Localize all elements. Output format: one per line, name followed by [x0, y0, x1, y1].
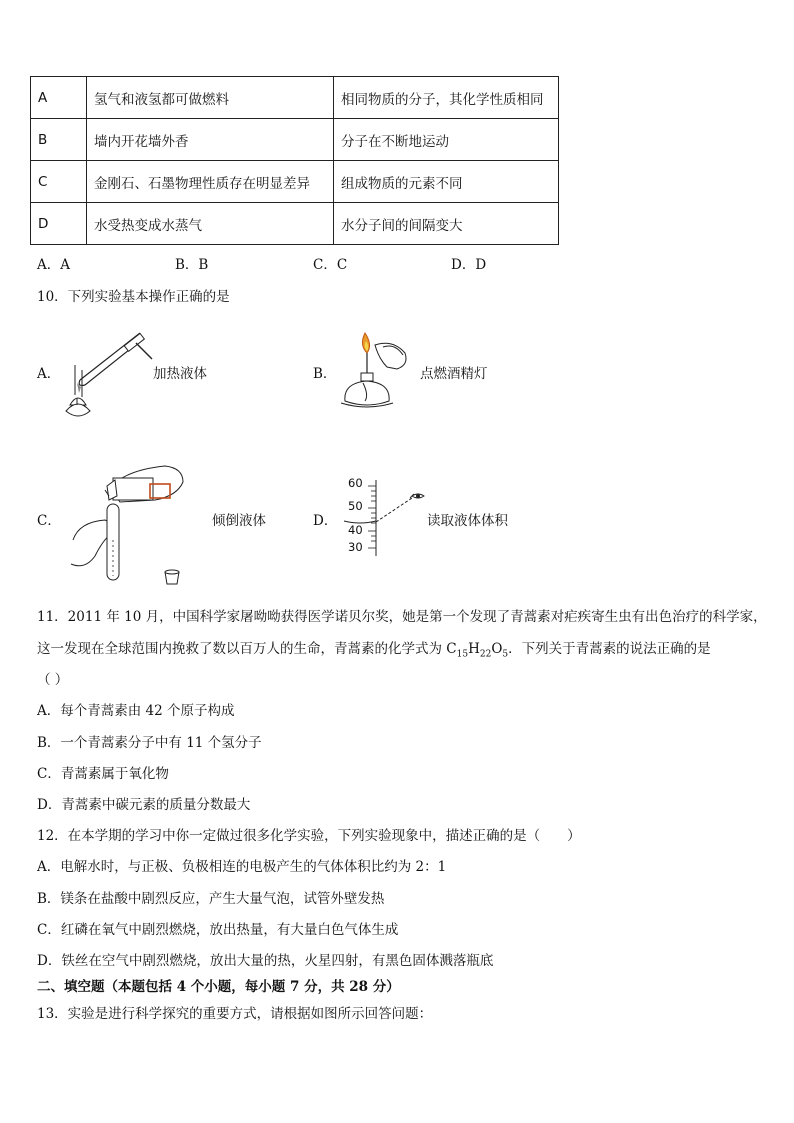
table-row	[31, 161, 559, 203]
q9-choice-d[interactable]: D．D	[451, 257, 487, 273]
formula-o: O	[491, 641, 503, 657]
options-table	[30, 76, 559, 245]
row-label: C	[31, 161, 87, 203]
pouring-liquid-figure	[65, 460, 200, 590]
q11-option-d[interactable]: D．青蒿素中碳元素的质量分数最大	[37, 797, 251, 813]
row-label: B	[31, 119, 87, 161]
q11-option-a[interactable]: A．每个青蒿素由 42 个原子构成	[37, 703, 235, 719]
q11-option-b[interactable]: B．一个青蒿素分子中有 11 个氢分子	[37, 735, 262, 751]
q11-line-2	[37, 637, 711, 660]
q10-stem: 10．下列实验基本操作正确的是	[37, 289, 230, 305]
q10-option-d-text: 读取液体体积	[427, 513, 508, 529]
q10-option-c-text: 倾倒液体	[212, 513, 266, 529]
row-label: A	[31, 77, 87, 119]
formula-sub-c: 15	[456, 649, 469, 660]
q10-option-d-label[interactable]: D．	[313, 513, 338, 529]
q10-option-a-label[interactable]: A．	[37, 366, 61, 382]
row-explain: 相同物质的分子，其化学性质相同	[334, 77, 559, 119]
heating-liquid-figure	[60, 325, 155, 425]
table-row	[31, 77, 559, 119]
q10-option-b-text: 点燃酒精灯	[420, 366, 488, 382]
q12-option-c[interactable]: C．红磷在氧气中剧烈燃烧，放出热量，有大量白色气体生成	[37, 922, 399, 938]
cylinder-tick-30: 30	[348, 540, 363, 554]
q12-option-a[interactable]: A．电解水时，与正极、负极相连的电极产生的气体体积比约为 2：1	[37, 859, 447, 875]
table-row	[31, 119, 559, 161]
q13-stem: 13．实验是进行科学探究的重要方式，请根据如图所示回答问题：	[37, 1006, 433, 1022]
q12-option-d[interactable]: D．铁丝在空气中剧烈燃烧，放出大量的热，火星四射，有黑色固体溅落瓶底	[37, 953, 494, 969]
q9-choice-a[interactable]: A．A	[37, 257, 70, 273]
formula-sub-h: 22	[479, 649, 492, 660]
q11-line-2-post: ．下列关于青蒿素的说法正确的是	[508, 641, 711, 657]
q11-line-3: （ ）	[37, 672, 69, 688]
formula-h: H	[468, 641, 480, 657]
lighting-alcohol-lamp-figure	[335, 325, 415, 410]
q10-option-a-text: 加热液体	[153, 366, 207, 382]
table-row	[31, 203, 559, 245]
row-fact: 水受热变成水蒸气	[87, 203, 334, 245]
formula-sub-o: 5	[502, 649, 509, 660]
q10-option-c-label[interactable]: C．	[37, 513, 61, 529]
cylinder-tick-60: 60	[348, 476, 363, 490]
row-fact: 墙内开花墙外香	[87, 119, 334, 161]
cylinder-tick-40: 40	[348, 523, 363, 537]
row-explain: 组成物质的元素不同	[334, 161, 559, 203]
q10-option-b-label[interactable]: B．	[313, 366, 337, 382]
q11-line-2-pre: 这一发现在全球范围内挽救了数以百万人的生命，青蒿素的化学式为 C	[37, 641, 457, 657]
q9-choice-c[interactable]: C．C	[313, 257, 348, 273]
row-fact: 氢气和液氢都可做燃料	[87, 77, 334, 119]
q9-choice-b[interactable]: B．B	[175, 257, 209, 273]
row-explain: 水分子间的间隔变大	[334, 203, 559, 245]
q11-line-1: 11．2011 年 10 月，中国科学家屠呦呦获得医学诺贝尔奖，她是第一个发现了青蒿素对疟疾寄生虫有出色治疗的科学家，	[37, 609, 767, 625]
section-2-heading: 二、填空题（本题包括 4 个小题，每小题 7 分，共 28 分）	[37, 979, 400, 995]
row-explain: 分子在不断地运动	[334, 119, 559, 161]
row-fact: 金刚石、石墨物理性质存在明显差异	[87, 161, 334, 203]
cylinder-tick-50: 50	[348, 499, 363, 513]
row-label: D	[31, 203, 87, 245]
q12-option-b[interactable]: B．镁条在盐酸中剧烈反应，产生大量气泡，试管外壁发热	[37, 891, 385, 907]
q11-option-c[interactable]: C．青蒿素属于氧化物	[37, 766, 169, 782]
q12-stem: 12．在本学期的学习中你一定做过很多化学实验，下列实验现象中，描述正确的是（ ）	[37, 828, 581, 844]
